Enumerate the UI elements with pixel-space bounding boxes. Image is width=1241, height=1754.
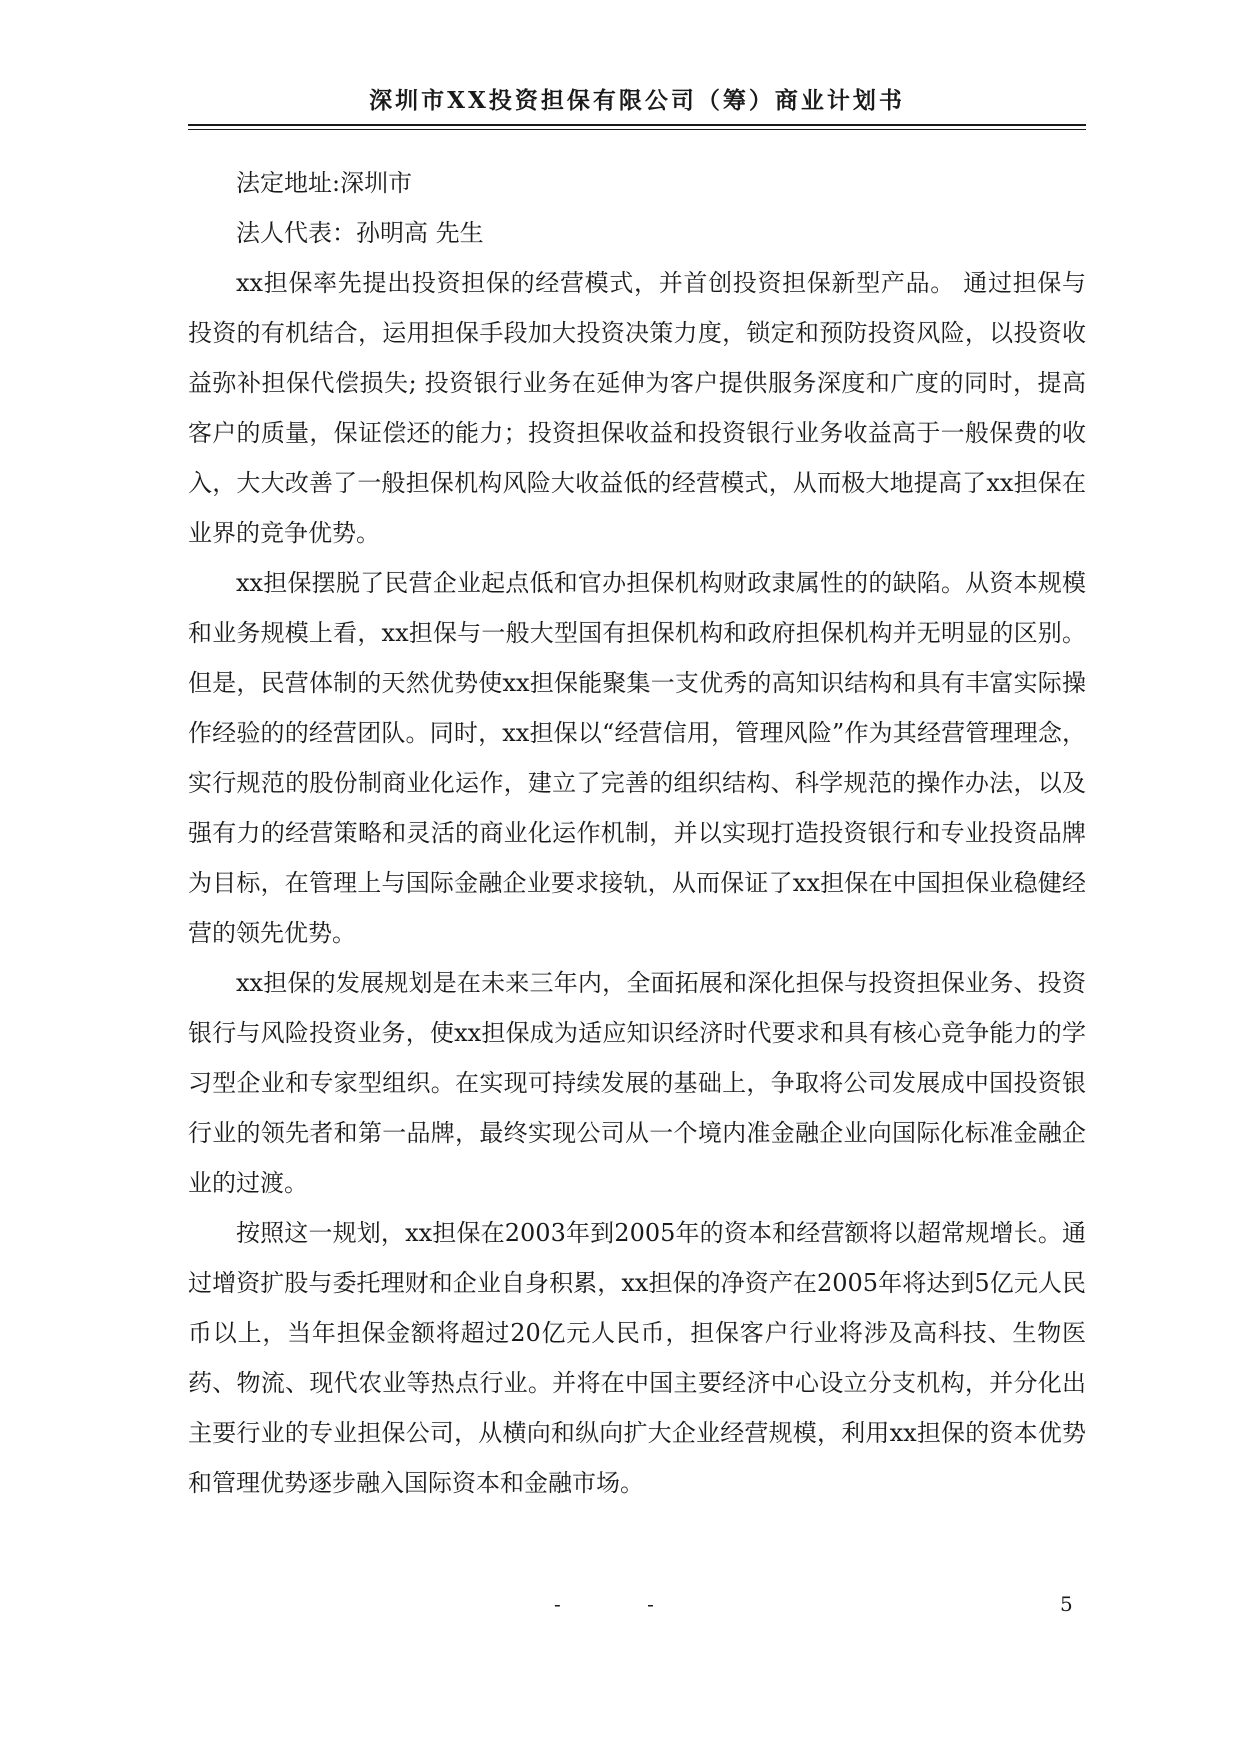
running-header: 深圳市XX投资担保有限公司（筹）商业计划书 [369, 87, 905, 114]
paragraph: xx担保的发展规划是在未来三年内，全面拓展和深化担保与投资担保业务、投资银行与风险投资业务，使xx担保成为适应知识经济时代要求和具有核心竞争能力的学习型企业和专家型组织。在实现可持续发展的基础上，争取将公司发展成中国投资银行业的领先者和第一品牌，最终实现公司从一个境内准金融企业向国际化标准金融企业的过渡。 [188, 969, 1086, 1197]
header-rule [188, 124, 1086, 126]
page-number: 5 [1060, 1592, 1073, 1616]
body-text [188, 158, 1086, 1508]
legal-representative-line: 法人代表：孙明高 先生 [236, 219, 484, 247]
footer-dashes: - - [554, 1592, 694, 1616]
paragraph: 按照这一规划，xx担保在2003年到2005年的资本和经营额将以超常规增长。通过增资扩股与委托理财和企业自身积累，xx担保的净资产在2005年将达到5亿元人民币以上，当年担保金额将超过20亿元人民币，担保客户行业将涉及高科技、生物医药、物流、现代农业等热点行业。并将在中国主要经济中心设立分支机构，并分化出主要行业的专业担保公司，从横向和纵向扩大企业经营规模，利用xx担保的资本优势和管理优势逐步融入国际资本和金融市场。 [188, 1219, 1086, 1497]
paragraph: xx担保摆脱了民营企业起点低和官办担保机构财政隶属性的的缺陷。从资本规模和业务规模上看，xx担保与一般大型国有担保机构和政府担保机构并无明显的区别。但是，民营体制的天然优势使xx担保能聚集一支优秀的高知识结构和具有丰富实际操作经验的的经营团队。同时，xx担保以“经营信用，管理风险”作为其经营管理理念，实行规范的股份制商业化运作，建立了完善的组织结构、科学规范的操作办法，以及强有力的经营策略和灵活的商业化运作机制，并以实现打造投资银行和专业投资品牌为目标，在管理上与国际金融企业要求接轨，从而保证了xx担保在中国担保业稳健经营的领先优势。 [188, 569, 1086, 947]
paragraph: xx担保率先提出投资担保的经营模式，并首创投资担保新型产品。 通过担保与投资的有机结合，运用担保手段加大投资决策力度，锁定和预防投资风险，以投资收益弥补担保代偿损失; 投资银行业务在延伸为客户提供服务深度和广度的同时，提高客户的质量，保证偿还的能力；投资担保收益和投资银行业务收益高于一般保费的收入，大大改善了一般担保机构风险大收益低的经营模式，从而极大地提高了xx担保在业界的竞争优势。 [188, 269, 1086, 547]
legal-address-line: 法定地址:深圳市 [236, 169, 413, 197]
header-rule-secondary [188, 129, 1086, 130]
